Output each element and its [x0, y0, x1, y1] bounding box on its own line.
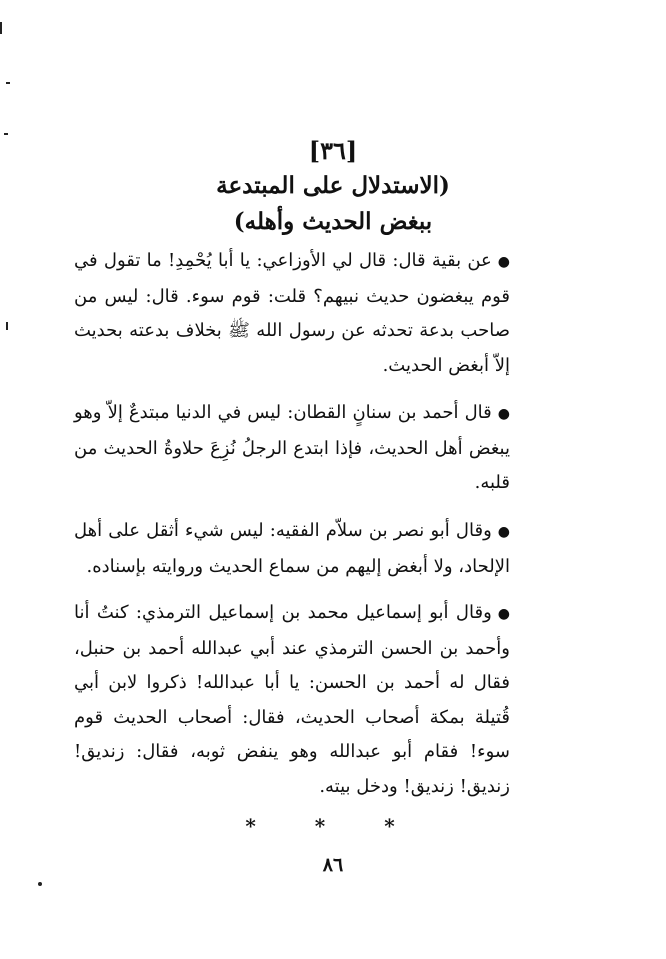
- scan-mark: [0, 22, 2, 34]
- bullet-icon: ●: [497, 524, 510, 540]
- paragraph-text: وقال أبو نصر بن سلاّم الفقيه: ليس شيء أثقل على أهل الإلحاد، ولا أبغض إليهم من سماع الحديث وروايته بإسناده.: [74, 520, 510, 577]
- section-number: [٣٦]: [308, 136, 358, 165]
- section-separator: * * *: [245, 814, 421, 838]
- bullet-icon: ●: [497, 606, 510, 622]
- scan-mark: [6, 322, 8, 330]
- paragraph-text: عن بقية قال: قال لي الأوزاعي: يا أبا يُحْمِدِ! ما تقول في قوم يبغضون حديث نبيهم؟ قلت: قوم سوء. قال: ليس من صاحب بدعة تحدثه عن رسول الله ﷺ بخلاف بدعته بحديث إلاّ أبغض الحديث.: [74, 250, 510, 376]
- paragraph-text: وقال أبو إسماعيل محمد بن إسماعيل الترمذي: كنتُ أنا وأحمد بن الحسن الترمذي عند أبي عبدالله أحمد بن حنبل، فقال له أحمد بن الحسن: يا أبا عبدالله! ذكروا لابن أبي قُتيلة بمكة أصحاب الحديث، فقال: أصحاب الحديث قوم سوء! فقام أبو عبدالله وهو ينفض ثوبه، فقال: زنديق! زنديق! زنديق! ودخل بيته.: [74, 602, 510, 797]
- paragraph-text: قال أحمد بن سنانٍ القطان: ليس في الدنيا مبتدعٌ إلاّ وهو يبغض أهل الحديث، فإذا ابتدع الرجلُ نُزِعَ حلاوةُ الحديث من قلبه.: [74, 402, 510, 493]
- scan-mark: [6, 82, 10, 84]
- section-title-line-1: (الاستدلال على المبتدعة: [216, 172, 450, 199]
- paragraph-1: [74, 244, 510, 383]
- scan-mark: [38, 882, 42, 886]
- paragraph-3: [74, 514, 510, 584]
- page-number: ٨٦: [322, 854, 344, 876]
- scan-mark: [4, 133, 8, 135]
- paragraph-4: [74, 596, 510, 804]
- paragraph-2: [74, 396, 510, 501]
- bullet-icon: ●: [497, 254, 510, 270]
- section-title-line-2: ببغض الحديث وأهله): [233, 208, 433, 235]
- bullet-icon: ●: [497, 406, 510, 422]
